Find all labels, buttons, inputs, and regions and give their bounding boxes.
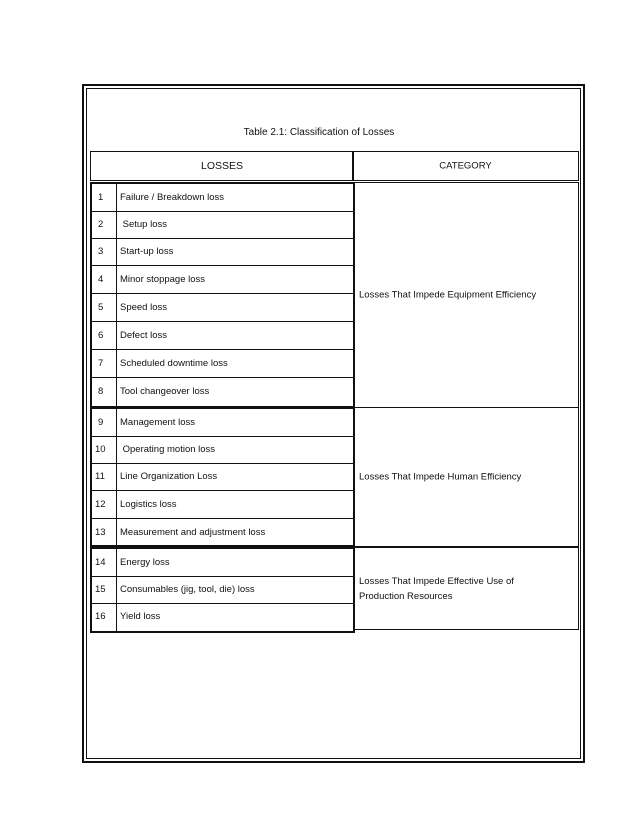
table-row xyxy=(92,266,353,294)
row-number: 11 xyxy=(95,471,105,482)
category-header-cell xyxy=(352,151,579,181)
table-row xyxy=(92,211,353,239)
loss-name: Tool changeover loss xyxy=(120,386,210,397)
table-row xyxy=(92,184,353,212)
table-row xyxy=(92,519,353,547)
row-number: 6 xyxy=(98,330,104,341)
row-number: 1 xyxy=(98,192,104,203)
loss-name: Failure / Breakdown loss xyxy=(120,192,225,203)
loss-name: Line Organization Loss xyxy=(120,471,218,482)
table-row xyxy=(92,294,353,322)
table-row xyxy=(92,350,353,378)
category-label: Losses That Impede Human Efficiency xyxy=(359,471,522,483)
table-row xyxy=(92,436,353,464)
table-row xyxy=(92,576,353,604)
losses-header: LOSSES xyxy=(200,160,244,172)
category-cell-equipment xyxy=(353,182,579,408)
losses-header-cell xyxy=(90,151,354,181)
group-human xyxy=(90,407,355,547)
category-cell-resources xyxy=(353,547,579,630)
table-row xyxy=(92,238,353,266)
category-label: Losses That Impede Effective Use of Production Resources xyxy=(359,575,514,602)
table-row xyxy=(92,549,353,577)
row-number: 10 xyxy=(95,444,106,455)
row-number: 4 xyxy=(98,274,104,285)
loss-name: Energy loss xyxy=(120,557,170,568)
loss-name: Minor stoppage loss xyxy=(120,274,206,285)
table-row xyxy=(92,409,353,437)
loss-name: Management loss xyxy=(120,417,195,428)
table-caption: Table 2.1: Classification of Losses xyxy=(243,127,395,138)
row-number: 14 xyxy=(95,557,106,568)
row-number: 15 xyxy=(95,584,106,595)
loss-name: Speed loss xyxy=(120,302,168,313)
row-number: 13 xyxy=(95,527,106,538)
table-row xyxy=(92,463,353,491)
category-header: CATEGORY xyxy=(439,160,492,172)
loss-name: Scheduled downtime loss xyxy=(120,358,228,369)
category-cell-human xyxy=(353,407,579,547)
row-number: 5 xyxy=(98,302,104,313)
row-number: 9 xyxy=(98,417,104,428)
group-equipment xyxy=(90,182,355,408)
row-number: 7 xyxy=(98,358,104,369)
table-row xyxy=(92,603,353,631)
group-resources xyxy=(90,547,355,633)
category-label: Losses That Impede Equipment Efficiency xyxy=(359,289,537,301)
row-number: 16 xyxy=(95,611,106,622)
loss-name: Measurement and adjustment loss xyxy=(120,527,266,538)
loss-name: Logistics loss xyxy=(120,499,177,510)
table-row xyxy=(92,322,353,350)
loss-name: Yield loss xyxy=(120,611,161,622)
loss-name: Consumables (jig, tool, die) loss xyxy=(120,584,255,595)
loss-name: Setup loss xyxy=(120,219,167,230)
table-row xyxy=(92,378,353,406)
row-number: 12 xyxy=(95,499,106,510)
row-number: 8 xyxy=(98,386,104,397)
loss-name: Operating motion loss xyxy=(120,444,216,455)
row-number: 2 xyxy=(98,219,104,230)
row-number: 3 xyxy=(98,246,104,257)
loss-name: Start-up loss xyxy=(120,246,174,257)
table-row xyxy=(92,491,353,519)
losses-table xyxy=(90,151,579,633)
loss-name: Defect loss xyxy=(120,330,167,341)
